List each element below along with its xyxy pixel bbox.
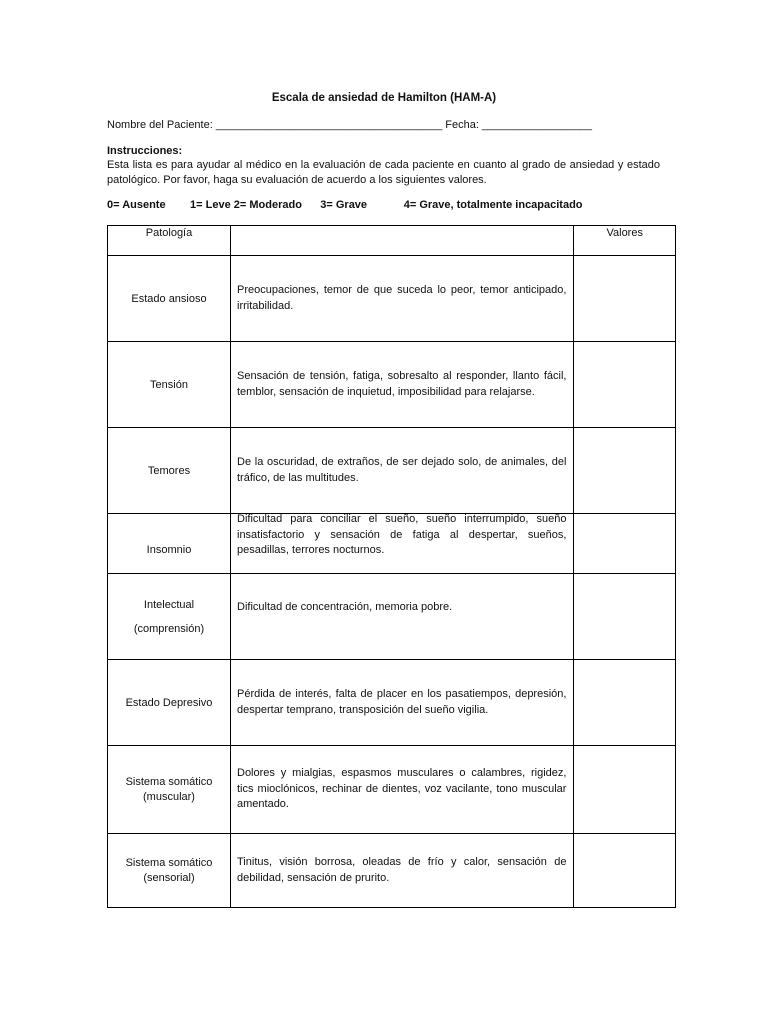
row-label: Temores [108,428,231,514]
table-row [108,834,676,908]
instructions-heading: Instrucciones: [107,145,183,157]
row-description: Dolores y mialgias, espasmos musculares o calambres, rigidez, tics mioclónicos, rechinar de dientes, voz vacilante, tono muscular amentado. [237,767,567,811]
row-label: Sistema somático (muscular) [108,746,231,834]
row-label: Estado Depresivo [108,660,231,746]
value-cell[interactable] [574,834,676,908]
row-label-sub: (comprensión) [133,622,205,635]
instructions-text: Esta lista es para ayudar al médico en la evaluación de cada paciente en cuanto al grado de ansiedad y estado patológico. Por favor, haga su evaluación de acuerdo a los siguientes valores. [107,159,660,186]
patient-name-date-line: Nombre del Paciente: _____________________________________ Fecha: __________________ [107,119,593,131]
value-cell[interactable] [574,342,676,428]
row-label: Sistema somático (sensorial) [108,834,231,908]
table-row [108,256,676,342]
row-description: De la oscuridad, de extraños, de ser dejado solo, de animales, del tráfico, de las multitudes. [237,456,567,484]
table-row [108,428,676,514]
table-row [108,660,676,746]
value-cell[interactable] [574,574,676,660]
row-label: Intelectual [143,598,195,611]
table-header-row [108,226,676,256]
table-row [108,342,676,428]
row-label: Estado ansioso [108,256,231,342]
table-row [108,574,676,660]
row-description: Dificultad de concentración, memoria pobre. [237,601,453,613]
row-label: Tensión [108,342,231,428]
row-description: Sensación de tensión, fatiga, sobresalto al responder, llanto fácil, temblor, sensación de inquietud, imposibilidad para relajarse. [237,370,567,398]
header-description [231,226,574,256]
value-cell[interactable] [574,746,676,834]
row-description: Tinitus, visión borrosa, oleadas de frío y calor, sensación de debilidad, sensación de prurito. [237,856,567,884]
value-cell[interactable] [574,428,676,514]
value-cell[interactable] [574,660,676,746]
header-patologia: Patología [108,226,231,256]
table-row [108,746,676,834]
header-valores: Valores [574,226,676,256]
table-row [108,514,676,574]
row-description: Pérdida de interés, falta de placer en los pasatiempos, depresión, despertar temprano, transposición del sueño vigilia. [237,688,567,716]
row-description: Preocupaciones, temor de que suceda lo peor, temor anticipado, irritabilidad. [237,284,567,312]
hamilton-scale-table [107,225,676,908]
row-description: Dificultad para conciliar el sueño, sueño interrumpido, sueño insatisfactorio y sensación de fatiga al despertar, sueños, pesadillas, terrores nocturnos. [237,513,567,556]
rating-scale-legend: 0= Ausente 1= Leve 2= Moderado 3= Grave 4= Grave, totalmente incapacitado [107,199,583,211]
row-label: Insomnio [108,514,231,574]
value-cell[interactable] [574,256,676,342]
document-title: Escala de ansiedad de Hamilton (HAM-A) [271,92,497,104]
value-cell[interactable] [574,514,676,574]
